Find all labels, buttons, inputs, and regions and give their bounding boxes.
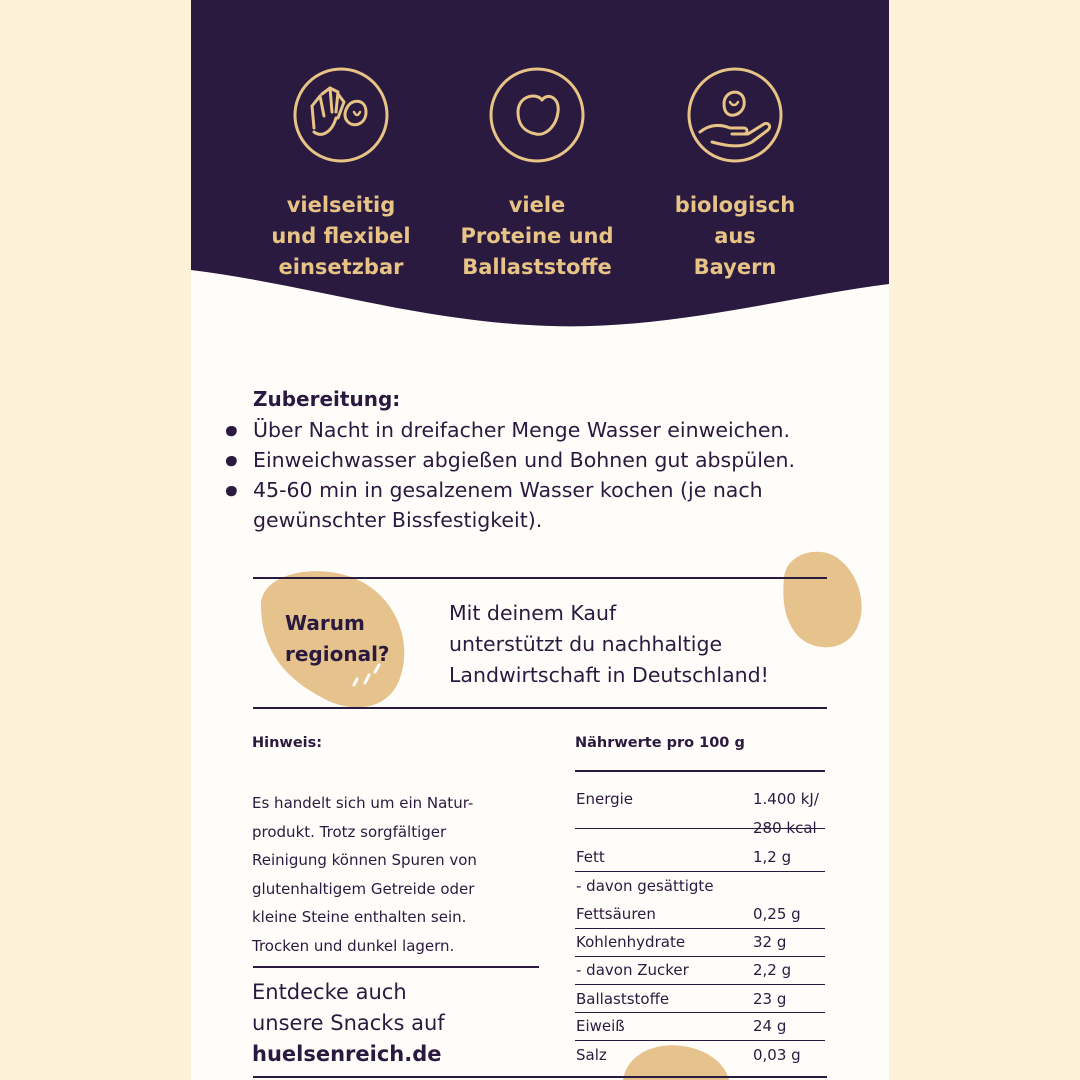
- product-label-card: [191, 0, 889, 1080]
- feature-label: viele Proteine und Ballaststoffe: [460, 193, 614, 279]
- nutrient-value: 280 kcal: [753, 819, 817, 837]
- preparation-step: Über Nacht in dreifacher Menge Wasser einweichen.: [253, 418, 791, 442]
- hint-text: Es handelt sich um ein Natur- produkt. Trotz sorgfältiger Reinigung können Spuren von glutenhaltigem Getreide oder kleine Steine enthalten sein. Trocken und dunkel lagern.: [252, 794, 477, 955]
- table-row: [575, 1041, 825, 1069]
- why-regional-text: Mit deinem Kauf unterstützt du nachhaltige Landwirtschaft in Deutschland!: [449, 601, 769, 687]
- bean-icon: [488, 66, 586, 164]
- nutrient-value: 24 g: [753, 1017, 787, 1035]
- discover-block: [252, 977, 445, 1070]
- list-item: [221, 475, 861, 535]
- preparation-step: Einweichwasser abgießen und Bohnen gut abspülen.: [253, 448, 796, 472]
- nutrient-value: 23 g: [753, 990, 787, 1008]
- website-link[interactable]: huelsenreich.de: [252, 1042, 442, 1066]
- preparation-list: [221, 415, 861, 535]
- feature-organic: [635, 66, 835, 283]
- preparation-step: 45-60 min in gesalzenem Wasser kochen (je nach gewünschter Bissfestigkeit).: [253, 478, 763, 532]
- nutrient-value: 1.400 kJ/: [753, 790, 819, 808]
- bean-bullet-icon: [225, 485, 238, 497]
- list-item: [221, 415, 861, 445]
- nutrient-value: 2,2 g: [753, 961, 792, 979]
- why-regional-label: Warum regional?: [285, 611, 390, 666]
- bean-bullet-icon: [225, 455, 238, 467]
- nutrient-label: Fettsäuren: [576, 905, 656, 923]
- hint-title: Hinweis:: [252, 735, 323, 751]
- divider: [253, 966, 539, 968]
- table-row: [575, 843, 825, 872]
- bean-blob-right: [776, 548, 866, 652]
- nutrient-label: - davon Zucker: [576, 961, 689, 979]
- nutrient-label: Salz: [576, 1046, 607, 1064]
- divider: [253, 577, 827, 579]
- divider: [253, 707, 827, 709]
- list-item: [221, 445, 861, 475]
- discover-line: Entdecke auch: [252, 980, 407, 1004]
- nutrient-value: 0,25 g: [753, 905, 801, 923]
- hand-holding-bean-icon: [686, 66, 784, 164]
- hand-bean-icon: [292, 66, 390, 164]
- table-row: [575, 772, 825, 837]
- feature-proteins: [437, 66, 637, 283]
- nutrient-value: 32 g: [753, 933, 787, 951]
- nutrient-label: Kohlenhydrate: [576, 933, 686, 951]
- nutrient-label: Ballaststoffe: [576, 990, 670, 1008]
- nutrient-label: Fett: [576, 848, 605, 866]
- nutrition-title: Nährwerte pro 100 g: [575, 735, 745, 751]
- table-row: [575, 872, 825, 929]
- preparation-title: Zubereitung:: [253, 387, 401, 411]
- table-row: [575, 957, 825, 985]
- nutrient-label: - davon gesättigte: [576, 877, 714, 895]
- table-row: [575, 985, 825, 1013]
- nutrient-label: Eiweiß: [576, 1017, 625, 1035]
- feature-label: biologisch aus Bayern: [674, 193, 796, 279]
- bean-bullet-icon: [225, 425, 238, 437]
- table-row: [575, 1013, 825, 1041]
- divider: [253, 1076, 827, 1078]
- feature-versatile: [241, 66, 441, 283]
- nutrient-value: 1,2 g: [753, 848, 792, 866]
- discover-line: unsere Snacks auf: [252, 1011, 445, 1035]
- nutrient-value: 0,03 g: [753, 1046, 801, 1064]
- feature-label: vielseitig und flexibel einsetzbar: [271, 193, 411, 279]
- nutrient-label: Energie: [576, 790, 634, 808]
- table-row: [575, 929, 825, 957]
